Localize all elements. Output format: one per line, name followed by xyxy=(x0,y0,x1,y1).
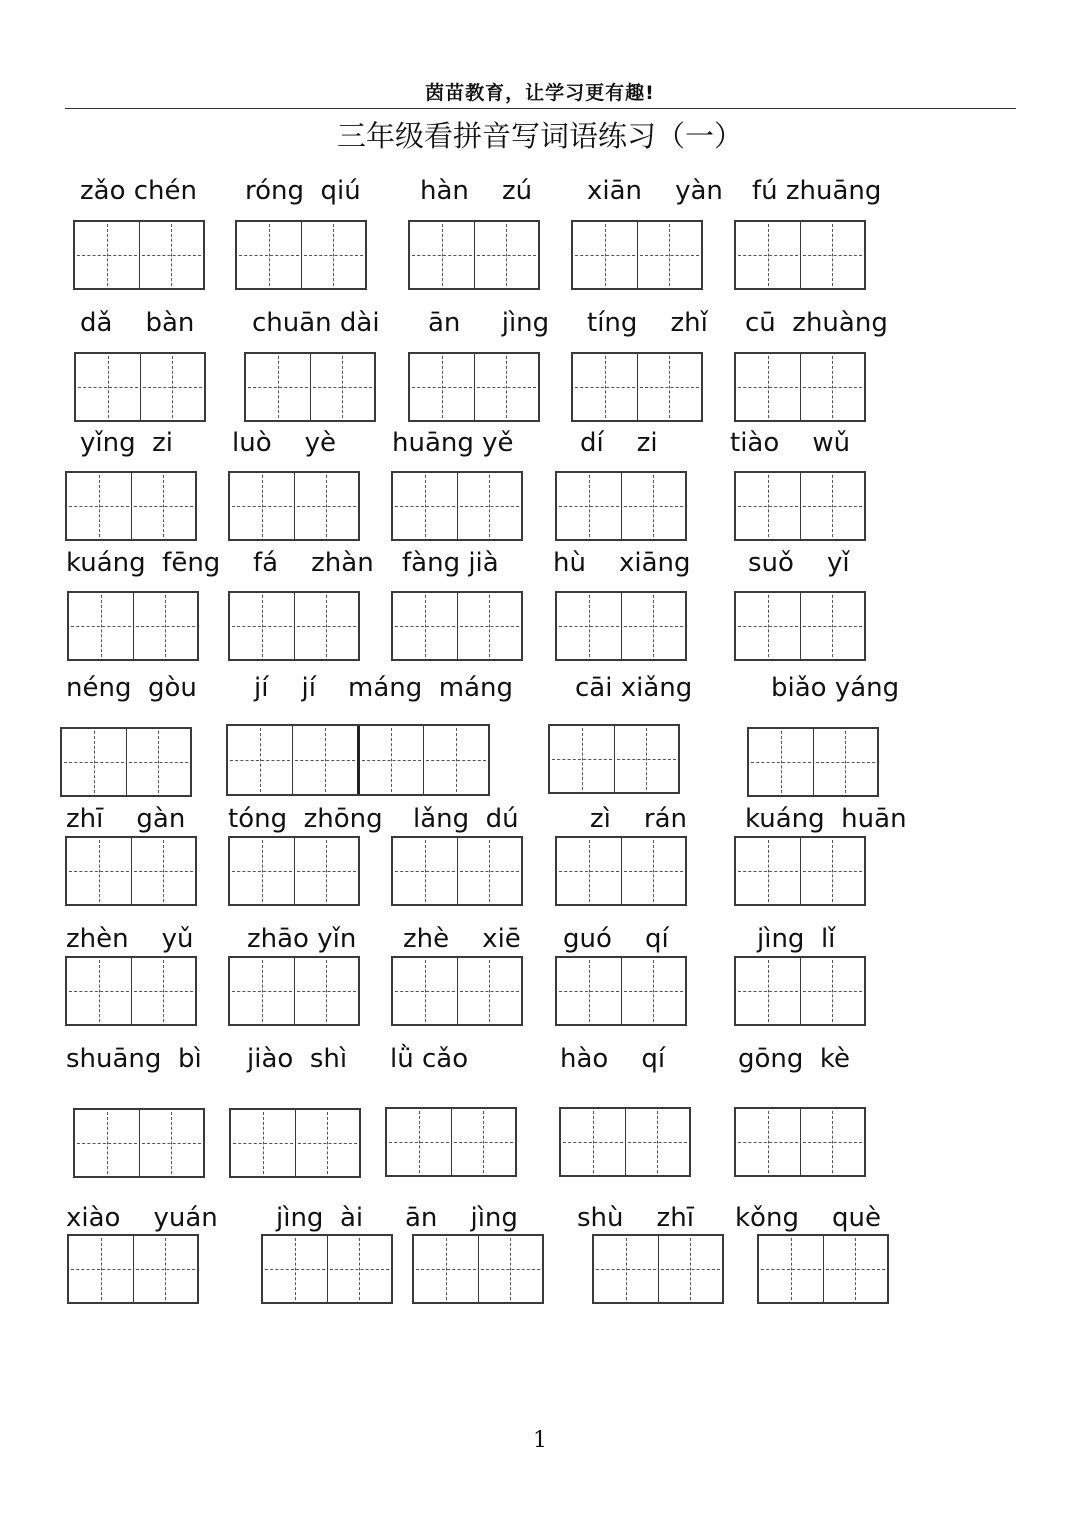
character-cell[interactable] xyxy=(637,354,702,420)
pinyin-prompt: kǒng què xyxy=(735,1203,881,1233)
pinyin-prompt: cū zhuàng xyxy=(745,308,888,338)
pinyin-prompt: zhī gàn xyxy=(66,804,186,834)
writing-grid[interactable] xyxy=(261,1234,393,1304)
header-divider xyxy=(65,108,1016,109)
writing-grid[interactable] xyxy=(385,1107,517,1177)
character-cell[interactable] xyxy=(393,473,457,539)
character-cell[interactable] xyxy=(749,729,813,795)
writing-grid[interactable] xyxy=(391,591,523,661)
character-cell[interactable] xyxy=(823,1236,888,1302)
character-cell[interactable] xyxy=(736,838,800,904)
writing-grid[interactable] xyxy=(734,471,866,541)
writing-grid[interactable] xyxy=(229,1108,361,1178)
character-cell[interactable] xyxy=(550,726,614,792)
character-cell[interactable] xyxy=(75,1110,139,1176)
character-cell[interactable] xyxy=(423,726,488,794)
character-cell[interactable] xyxy=(131,473,196,539)
character-cell[interactable] xyxy=(230,473,294,539)
pinyin-prompt: shuāng bì xyxy=(66,1044,202,1074)
character-cell[interactable] xyxy=(410,354,474,420)
character-cell[interactable] xyxy=(414,1236,478,1302)
character-cell[interactable] xyxy=(126,729,191,795)
pinyin-prompt: jìng lǐ xyxy=(757,924,836,954)
pinyin-prompt: huāng yě xyxy=(392,428,514,458)
character-cell[interactable] xyxy=(621,838,686,904)
pinyin-prompt: zǎo chén xyxy=(80,176,197,206)
writing-grid[interactable] xyxy=(734,956,866,1026)
character-cell[interactable] xyxy=(139,222,204,288)
writing-grid[interactable] xyxy=(74,352,206,422)
pinyin-prompt: cāi xiǎng xyxy=(575,673,693,703)
character-cell[interactable] xyxy=(736,222,800,288)
character-cell[interactable] xyxy=(67,958,131,1024)
pinyin-prompt: hù xiāng xyxy=(553,548,691,578)
character-cell[interactable] xyxy=(292,726,357,794)
writing-grid[interactable] xyxy=(734,1107,866,1177)
pinyin-prompt: fàng jià xyxy=(402,548,499,578)
pinyin-prompt: zì rán xyxy=(590,804,688,834)
character-cell[interactable] xyxy=(131,838,196,904)
character-cell[interactable] xyxy=(263,1236,327,1302)
pinyin-prompt: suǒ yǐ xyxy=(748,548,850,578)
character-cell[interactable] xyxy=(457,473,522,539)
pinyin-prompt: fá zhàn xyxy=(253,548,374,578)
writing-grid[interactable] xyxy=(559,1107,691,1177)
character-cell[interactable] xyxy=(69,1236,133,1302)
pinyin-prompt: fú zhuāng xyxy=(752,176,882,206)
writing-grid[interactable] xyxy=(244,352,376,422)
character-cell[interactable] xyxy=(451,1109,516,1175)
character-cell[interactable] xyxy=(759,1236,823,1302)
character-cell[interactable] xyxy=(228,726,292,794)
worksheet-title: 三年级看拼音写词语练习（一） xyxy=(336,119,743,153)
pinyin-prompt: lǎng dú xyxy=(413,804,519,834)
character-cell[interactable] xyxy=(301,222,366,288)
pinyin-prompt: shù zhī xyxy=(577,1203,694,1233)
pinyin-prompt: zhè xiē xyxy=(403,924,521,954)
character-cell[interactable] xyxy=(625,1109,690,1175)
writing-grid[interactable] xyxy=(555,836,687,906)
writing-grid[interactable] xyxy=(592,1234,724,1304)
pinyin-prompt: ān jìng xyxy=(405,1203,518,1233)
character-cell[interactable] xyxy=(557,473,621,539)
writing-grid[interactable] xyxy=(391,471,523,541)
character-cell[interactable] xyxy=(800,473,865,539)
character-cell[interactable] xyxy=(62,729,126,795)
pinyin-prompt: hào qí xyxy=(560,1044,666,1074)
character-cell[interactable] xyxy=(474,354,539,420)
pinyin-prompt: gōng kè xyxy=(738,1044,851,1074)
character-cell[interactable] xyxy=(557,838,621,904)
character-cell[interactable] xyxy=(310,354,375,420)
character-cell[interactable] xyxy=(69,593,133,659)
writing-grid[interactable] xyxy=(412,1234,544,1304)
character-cell[interactable] xyxy=(573,354,637,420)
writing-grid[interactable] xyxy=(228,956,360,1026)
writing-grid[interactable] xyxy=(65,836,197,906)
writing-grid[interactable] xyxy=(226,724,490,796)
pinyin-prompt: dí zi xyxy=(580,428,658,458)
character-cell[interactable] xyxy=(76,354,140,420)
writing-grid[interactable] xyxy=(391,956,523,1026)
pinyin-prompt: máng máng xyxy=(348,673,514,703)
character-cell[interactable] xyxy=(133,1236,198,1302)
pinyin-prompt: zhèn yǔ xyxy=(66,924,194,954)
writing-grid[interactable] xyxy=(228,471,360,541)
character-cell[interactable] xyxy=(140,354,205,420)
pinyin-prompt: xiān yàn xyxy=(587,176,723,206)
character-cell[interactable] xyxy=(557,593,621,659)
writing-grid[interactable] xyxy=(73,220,205,290)
character-cell[interactable] xyxy=(237,222,301,288)
writing-grid[interactable] xyxy=(555,591,687,661)
character-cell[interactable] xyxy=(294,593,359,659)
writing-grid[interactable] xyxy=(67,591,199,661)
writing-grid[interactable] xyxy=(228,836,360,906)
character-cell[interactable] xyxy=(387,1109,451,1175)
pinyin-prompt: róng qiú xyxy=(245,176,361,206)
pinyin-prompt: kuáng fēng xyxy=(66,548,221,578)
character-cell[interactable] xyxy=(800,593,865,659)
character-cell[interactable] xyxy=(294,958,359,1024)
character-cell[interactable] xyxy=(594,1236,658,1302)
pinyin-prompt: xiào yuán xyxy=(66,1203,218,1233)
character-cell[interactable] xyxy=(736,354,800,420)
writing-grid[interactable] xyxy=(65,471,197,541)
writing-grid[interactable] xyxy=(747,727,879,797)
writing-grid[interactable] xyxy=(228,591,360,661)
writing-grid[interactable] xyxy=(67,1234,199,1304)
character-cell[interactable] xyxy=(736,958,800,1024)
writing-grid[interactable] xyxy=(408,220,540,290)
character-cell[interactable] xyxy=(230,838,294,904)
character-cell[interactable] xyxy=(614,726,679,792)
pinyin-prompt: dǎ bàn xyxy=(80,308,195,338)
writing-grid[interactable] xyxy=(60,727,192,797)
character-cell[interactable] xyxy=(231,1110,295,1176)
writing-grid[interactable] xyxy=(734,836,866,906)
pinyin-prompt: néng gòu xyxy=(66,673,197,703)
character-cell[interactable] xyxy=(658,1236,723,1302)
character-cell[interactable] xyxy=(621,958,686,1024)
character-cell[interactable] xyxy=(67,473,131,539)
pinyin-prompt: ān jìng xyxy=(428,308,550,338)
character-cell[interactable] xyxy=(410,222,474,288)
character-cell[interactable] xyxy=(800,1109,865,1175)
character-cell[interactable] xyxy=(800,222,865,288)
character-cell[interactable] xyxy=(474,222,539,288)
character-cell[interactable] xyxy=(294,838,359,904)
character-cell[interactable] xyxy=(393,958,457,1024)
character-cell[interactable] xyxy=(457,958,522,1024)
character-cell[interactable] xyxy=(800,354,865,420)
pinyin-prompt: jìng ài xyxy=(276,1203,364,1233)
writing-grid[interactable] xyxy=(73,1108,205,1178)
pinyin-prompt: kuáng huān xyxy=(745,804,907,834)
pinyin-prompt: tíng zhǐ xyxy=(587,308,708,338)
pinyin-prompt: jí jí xyxy=(254,673,316,703)
character-cell[interactable] xyxy=(637,222,702,288)
pinyin-prompt: yǐng zi xyxy=(80,428,173,458)
writing-grid[interactable] xyxy=(734,591,866,661)
character-cell[interactable] xyxy=(230,593,294,659)
character-cell[interactable] xyxy=(736,593,800,659)
character-cell[interactable] xyxy=(230,958,294,1024)
pinyin-prompt: tóng zhōng xyxy=(228,804,383,834)
character-cell[interactable] xyxy=(457,838,522,904)
character-cell[interactable] xyxy=(327,1236,392,1302)
pinyin-prompt: zhāo yǐn xyxy=(247,924,357,954)
pinyin-prompt: chuān dài xyxy=(252,308,380,338)
character-cell[interactable] xyxy=(133,593,198,659)
writing-grid[interactable] xyxy=(235,220,367,290)
writing-grid[interactable] xyxy=(391,836,523,906)
pinyin-prompt: hàn zú xyxy=(420,176,533,206)
writing-grid[interactable] xyxy=(408,352,540,422)
writing-grid[interactable] xyxy=(555,956,687,1026)
writing-grid[interactable] xyxy=(734,220,866,290)
writing-grid[interactable] xyxy=(548,724,680,794)
pinyin-prompt: jiào shì xyxy=(247,1044,348,1074)
page-number: 1 xyxy=(533,1428,547,1453)
writing-grid[interactable] xyxy=(757,1234,889,1304)
writing-grid[interactable] xyxy=(571,220,703,290)
character-cell[interactable] xyxy=(75,222,139,288)
character-cell[interactable] xyxy=(294,473,359,539)
character-cell[interactable] xyxy=(67,838,131,904)
character-cell[interactable] xyxy=(357,726,424,794)
character-cell[interactable] xyxy=(478,1236,543,1302)
character-cell[interactable] xyxy=(800,838,865,904)
character-cell[interactable] xyxy=(295,1110,360,1176)
character-cell[interactable] xyxy=(621,473,686,539)
character-cell[interactable] xyxy=(557,958,621,1024)
character-cell[interactable] xyxy=(561,1109,625,1175)
character-cell[interactable] xyxy=(736,473,800,539)
pinyin-prompt: guó qí xyxy=(563,924,669,954)
writing-grid[interactable] xyxy=(65,956,197,1026)
character-cell[interactable] xyxy=(573,222,637,288)
writing-grid[interactable] xyxy=(734,352,866,422)
character-cell[interactable] xyxy=(393,838,457,904)
pinyin-prompt: luò yè xyxy=(232,428,337,458)
writing-grid[interactable] xyxy=(555,471,687,541)
character-cell[interactable] xyxy=(246,354,310,420)
character-cell[interactable] xyxy=(800,958,865,1024)
pinyin-prompt: tiào wǔ xyxy=(730,428,851,458)
pinyin-prompt: biǎo yáng xyxy=(771,673,900,703)
header-slogan: 茵苗教育，让学习更有趣! xyxy=(425,82,655,104)
character-cell[interactable] xyxy=(813,729,878,795)
pinyin-prompt: lǜ cǎo xyxy=(390,1044,469,1074)
character-cell[interactable] xyxy=(621,593,686,659)
character-cell[interactable] xyxy=(457,593,522,659)
character-cell[interactable] xyxy=(139,1110,204,1176)
writing-grid[interactable] xyxy=(571,352,703,422)
character-cell[interactable] xyxy=(393,593,457,659)
character-cell[interactable] xyxy=(131,958,196,1024)
character-cell[interactable] xyxy=(736,1109,800,1175)
